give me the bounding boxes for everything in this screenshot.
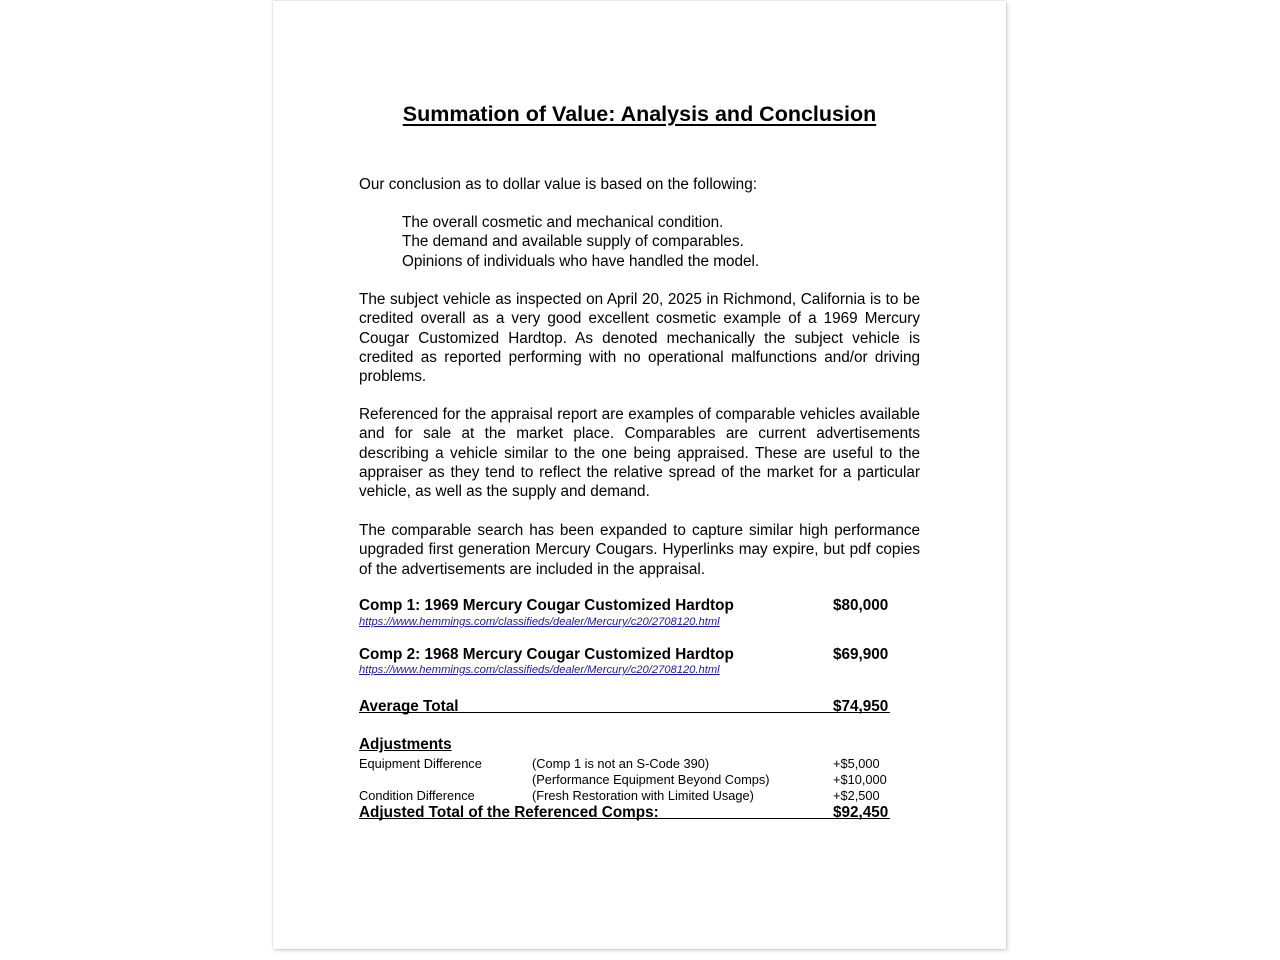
- comp-1-price: $80,000: [833, 597, 889, 614]
- factor-item: The overall cosmetic and mechanical condition.: [402, 214, 724, 231]
- adjustment-note: (Fresh Restoration with Limited Usage): [532, 788, 754, 803]
- paragraph-search: The comparable search has been expanded to capture similar high performance upgraded first generation Mercury Cougars. Hyperlinks may expire, but pdf copies of the advertisements are included in the appraisal.: [359, 522, 920, 578]
- factor-item: Opinions of individuals who have handled the model.: [402, 252, 760, 270]
- comp-2-price: $69,900: [833, 646, 889, 663]
- adjusted-total-label: Adjusted Total of the Referenced Comps:: [359, 804, 659, 821]
- adjusted-total-value: $92,450: [833, 804, 889, 821]
- comp-1-link[interactable]: https://www.hemmings.com/classifieds/dealer/Mercury/c20/2708120.html: [359, 616, 720, 628]
- comp-1-title: Comp 1: 1969 Mercury Cougar Customized Hardtop: [359, 597, 734, 614]
- paragraph-subject-vehicle: The subject vehicle as inspected on April 20, 2025 in Richmond, California is to be credited overall as a very good excellent cosmetic example of a 1969 Mercury Cougar Customized Hardtop. As denoted mechanically the subject vehicle is credited as reported performing with no operational malfunctions and/or driving problems.: [359, 291, 920, 386]
- adjustment-amount: +$5,000: [833, 756, 880, 771]
- paragraph-comparables: Referenced for the appraisal report are examples of comparable vehicles available and for sale at the market place. Comparables are current advertisements describing a vehicle similar to the one being appraised. These are useful to the appraiser as they tend to reflect the relative spread of the market for a particular vehicle, as well as the supply and demand.: [359, 406, 920, 501]
- adjustment-label: Equipment Difference: [359, 756, 482, 771]
- factor-item: The demand and available supply of comparables.: [402, 233, 744, 251]
- average-total-rule: [359, 712, 890, 713]
- adjustment-note: (Comp 1 is not an S-Code 390): [532, 756, 710, 771]
- comp-2-title: Comp 2: 1968 Mercury Cougar Customized Hardtop: [359, 646, 734, 663]
- adjustment-amount: +$10,000: [833, 772, 887, 787]
- page-title: Summation of Value: Analysis and Conclusion: [402, 102, 877, 126]
- document-page: [273, 1, 1006, 949]
- average-total-value: $74,950: [833, 698, 889, 715]
- adjustment-amount: +$2,500: [833, 788, 880, 803]
- adjustments-heading: Adjustments: [359, 736, 452, 753]
- adjustment-note: (Performance Equipment Beyond Comps): [532, 772, 770, 787]
- intro-text: Our conclusion as to dollar value is based on the following:: [359, 176, 757, 193]
- adjusted-total-rule: [359, 818, 890, 819]
- factor-list: [402, 213, 759, 271]
- adjustment-label: Condition Difference: [359, 788, 475, 803]
- average-total-label: Average Total: [359, 698, 459, 715]
- comp-2-link[interactable]: https://www.hemmings.com/classifieds/dealer/Mercury/c20/2708120.html: [359, 664, 720, 676]
